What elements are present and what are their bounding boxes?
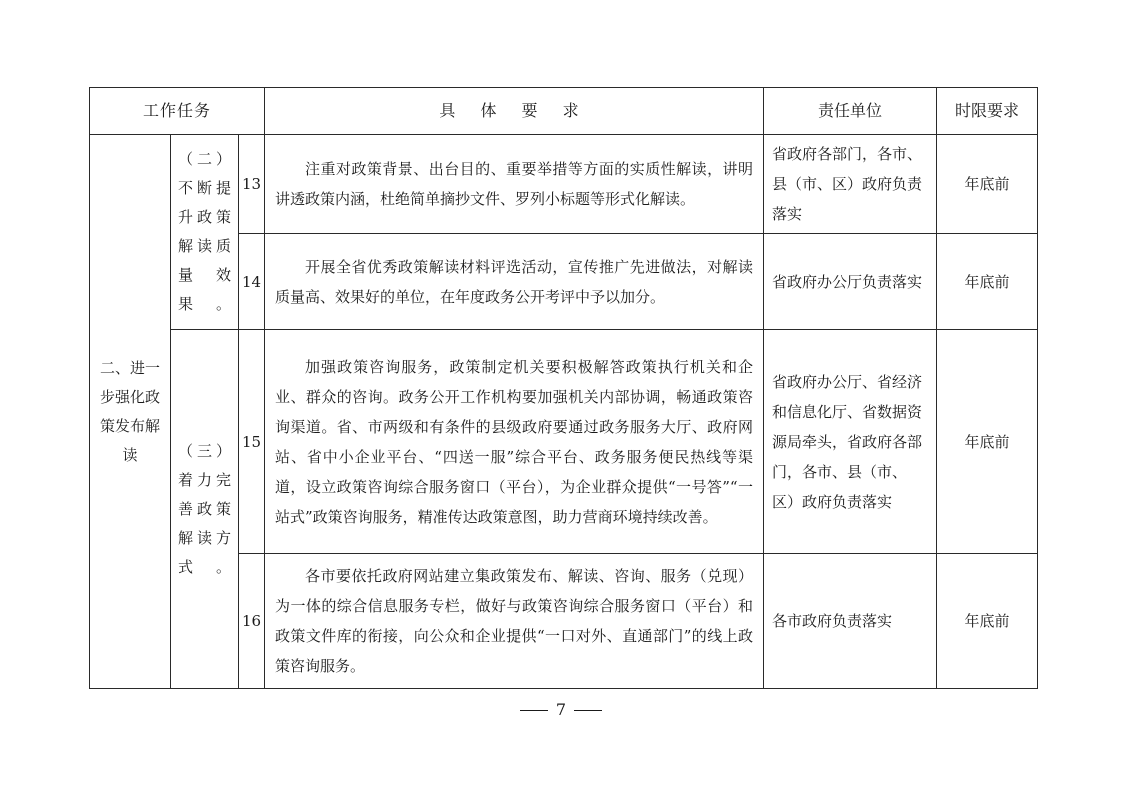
row-unit: 省政府办公厅负责落实	[764, 234, 937, 330]
header-task: 工作任务	[90, 88, 265, 135]
table-header-row	[90, 88, 1038, 135]
page-number-value: 7	[555, 700, 567, 719]
task-category: 二、进一步强化政策发布解读	[90, 135, 171, 689]
row-detail	[265, 330, 764, 554]
row-limit: 年底前	[937, 135, 1038, 234]
row-detail-text: 各市要依托政府网站建立集政策发布、解读、咨询、服务（兑现）为一体的综合信息服务专栏，做好与政策咨询综合服务窗口（平台）和政策文件库的衔接，向公众和企业提供“一口对外、直通部门”的线上政策咨询服务。	[275, 567, 754, 675]
task-table	[89, 87, 1038, 689]
table-row	[90, 330, 1038, 554]
header-unit: 责任单位	[764, 88, 937, 135]
task-subtitle: （二）不断提升政策解读质量效果。	[171, 135, 239, 330]
row-detail-text: 加强政策咨询服务，政策制定机关要积极解答政策执行机关和企业、群众的咨询。政务公开工作机构要加强机关内部协调，畅通政策咨询渠道。省、市两级和有条件的县级政府要通过政务服务大厅、政府网站、省中小企业平台、“四送一服”综合平台、政务服务便民热线等渠道，设立政策咨询综合服务窗口（平台），为企业群众提供“一号答”“一站式”政策咨询服务，精准传达政策意图，助力营商环境持续改善。	[275, 357, 754, 526]
row-number: 16	[239, 554, 265, 689]
row-unit: 各市政府负责落实	[764, 554, 937, 689]
task-subtitle: （三）着力完善政策解读方式。	[171, 330, 239, 689]
row-number: 15	[239, 330, 265, 554]
table-row	[90, 135, 1038, 234]
row-detail-text: 注重对政策背景、出台目的、重要举措等方面的实质性解读，讲明讲透政策内涵，杜绝简单摘抄文件、罗列小标题等形式化解读。	[275, 160, 754, 208]
row-detail	[265, 554, 764, 689]
header-detail: 具 体 要 求	[265, 88, 764, 135]
page-number-dash-left	[520, 710, 548, 711]
row-number: 14	[239, 234, 265, 330]
page-number	[0, 700, 1122, 719]
row-limit: 年底前	[937, 234, 1038, 330]
row-detail	[265, 135, 764, 234]
row-unit: 省政府办公厅、省经济和信息化厅、省数据资源局牵头，省政府各部门，各市、县（市、区）政府负责落实	[764, 330, 937, 554]
header-limit: 时限要求	[937, 88, 1038, 135]
page-number-dash-right	[574, 710, 602, 711]
row-limit: 年底前	[937, 330, 1038, 554]
row-number: 13	[239, 135, 265, 234]
row-detail	[265, 234, 764, 330]
row-detail-text: 开展全省优秀政策解读材料评选活动，宣传推广先进做法，对解读质量高、效果好的单位，在年度政务公开考评中予以加分。	[275, 257, 754, 306]
row-limit: 年底前	[937, 554, 1038, 689]
row-unit: 省政府各部门，各市、县（市、区）政府负责落实	[764, 135, 937, 234]
